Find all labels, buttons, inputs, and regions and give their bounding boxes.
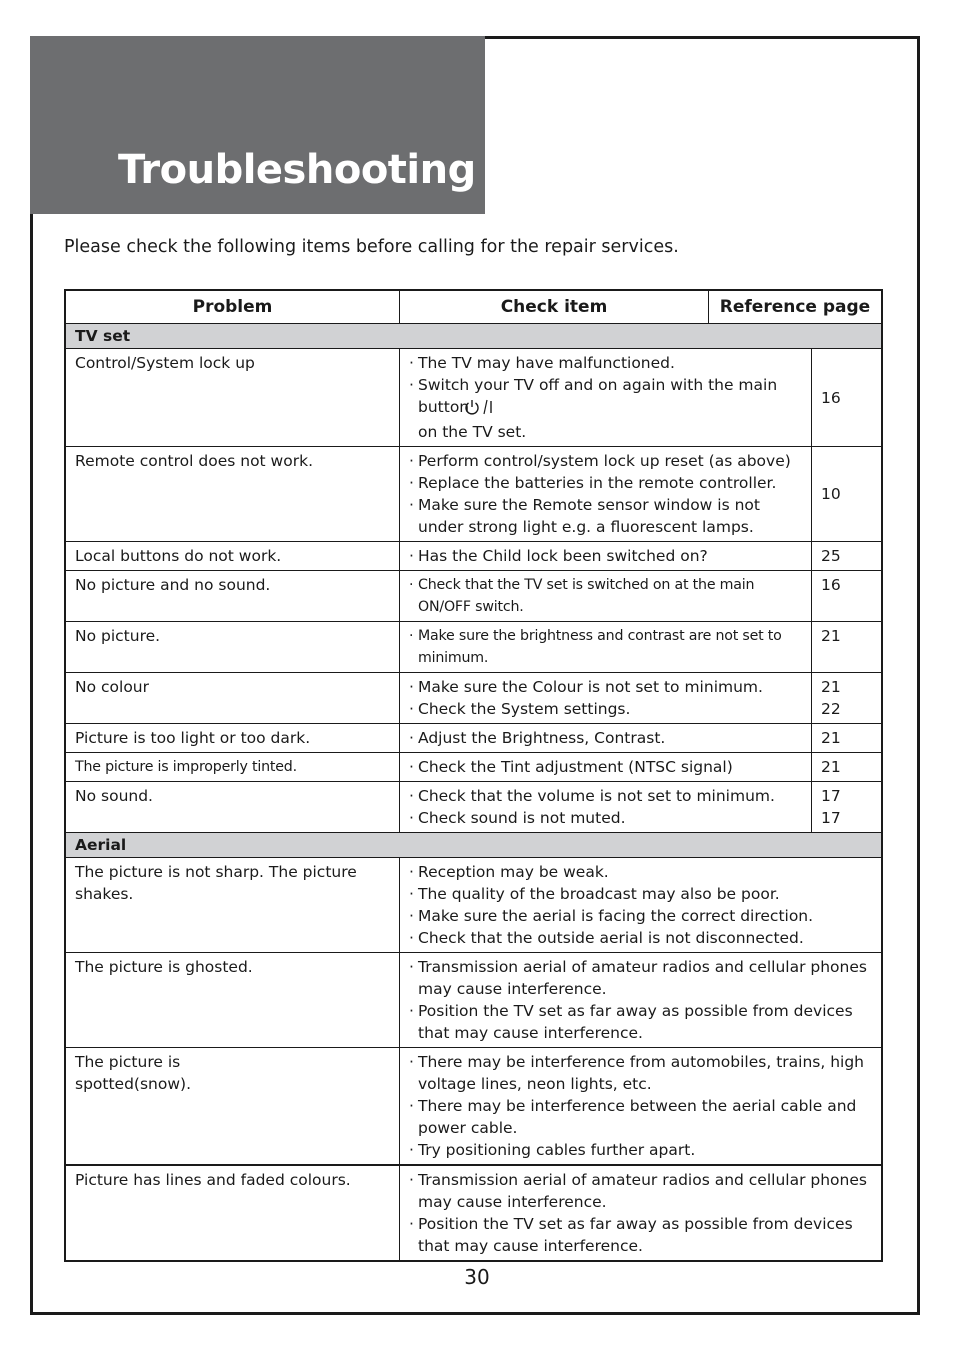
check-item: · The quality of the broadcast may also be poor. <box>409 883 873 905</box>
problem-cell: No picture. <box>65 622 400 673</box>
table-row <box>65 1165 882 1261</box>
check-item: · Check that the TV set is switched on at the main ON/OFF switch. <box>409 574 803 618</box>
table-row <box>65 724 882 753</box>
check-cell <box>400 1165 883 1261</box>
check-item: · Check the Tint adjustment (NTSC signal) <box>409 756 803 778</box>
intro-text: Please check the following items before calling for the repair services. <box>64 237 679 257</box>
reference-cell: 21 22 <box>812 673 883 724</box>
check-item: · Check the System settings. <box>409 698 803 720</box>
reference-cell: 16 <box>812 349 883 447</box>
page-title: Troubleshooting <box>118 147 476 193</box>
check-cell <box>400 858 883 953</box>
table-row <box>65 447 882 542</box>
table-row <box>65 953 882 1048</box>
reference-cell: 25 <box>812 542 883 571</box>
table-row <box>65 753 882 782</box>
problem-cell: Picture is too light or too dark. <box>65 724 400 753</box>
check-cell <box>400 753 812 782</box>
reference-column-header: Reference page <box>709 290 883 324</box>
problem-cell: No sound. <box>65 782 400 833</box>
title-banner <box>30 36 485 214</box>
check-item: · Try positioning cables further apart. <box>409 1139 873 1161</box>
check-item: · Check that the volume is not set to minimum. <box>409 785 803 807</box>
check-item: · The TV may have malfunctioned. <box>409 352 803 374</box>
problem-cell: No picture and no sound. <box>65 571 400 622</box>
check-cell <box>400 542 812 571</box>
check-cell <box>400 447 812 542</box>
check-item: · There may be interference from automobiles, trains, high voltage lines, neon lights, etc. <box>409 1051 873 1095</box>
check-cell <box>400 1048 883 1166</box>
check-cell <box>400 724 812 753</box>
check-cell <box>400 782 812 833</box>
check-item: · Has the Child lock been switched on? <box>409 545 803 567</box>
table-row <box>65 542 882 571</box>
problem-cell: The picture is ghosted. <box>65 953 400 1048</box>
table-row <box>65 622 882 673</box>
check-item: · Perform control/system lock up reset (as above) <box>409 450 803 472</box>
reference-cell: 10 <box>812 447 883 542</box>
problem-cell: Remote control does not work. <box>65 447 400 542</box>
reference-cell: 21 <box>812 724 883 753</box>
check-item: · Switch your TV off and on again with the main button on the TV set. <box>409 374 803 443</box>
problem-cell: No colour <box>65 673 400 724</box>
check-item: · There may be interference between the aerial cable and power cable. <box>409 1095 873 1139</box>
check-item: · Make sure the aerial is facing the correct direction. <box>409 905 873 927</box>
problem-cell: The picture is improperly tinted. <box>65 753 400 782</box>
section-label: TV set <box>65 324 882 349</box>
header-row <box>65 290 882 324</box>
check-item: · Make sure the brightness and contrast are not set to minimum. <box>409 625 803 669</box>
table-row <box>65 858 882 953</box>
section-row-aerial <box>65 833 882 858</box>
table-row <box>65 571 882 622</box>
check-column-header: Check item <box>400 290 709 324</box>
problem-cell: Control/System lock up <box>65 349 400 447</box>
check-item: · Position the TV set as far away as possible from devices that may cause interference. <box>409 1213 873 1257</box>
check-item: · Check sound is not muted. <box>409 807 803 829</box>
check-item: · Replace the batteries in the remote controller. <box>409 472 803 494</box>
reference-cell: 21 <box>812 753 883 782</box>
page-number: 30 <box>464 1265 490 1289</box>
power-icon <box>473 399 494 421</box>
check-cell <box>400 673 812 724</box>
check-item: · Reception may be weak. <box>409 861 873 883</box>
problem-cell: Local buttons do not work. <box>65 542 400 571</box>
check-cell <box>400 953 883 1048</box>
problem-cell: The picture is not sharp. The picture shakes. <box>65 858 400 953</box>
table-row <box>65 673 882 724</box>
check-item: · Make sure the Colour is not set to minimum. <box>409 676 803 698</box>
reference-cell: 21 <box>812 622 883 673</box>
problem-column-header: Problem <box>65 290 400 324</box>
troubleshooting-table <box>64 289 883 1262</box>
table-row <box>65 1048 882 1166</box>
check-cell <box>400 349 812 447</box>
check-cell <box>400 622 812 673</box>
check-cell <box>400 571 812 622</box>
check-item: · Make sure the Remote sensor window is not under strong light e.g. a fluorescent lamps. <box>409 494 803 538</box>
table-row <box>65 782 882 833</box>
problem-cell: The picture is spotted(snow). <box>65 1048 400 1166</box>
check-item: · Transmission aerial of amateur radios and cellular phones may cause interference. <box>409 1169 873 1213</box>
section-row-tv-set <box>65 324 882 349</box>
reference-cell: 17 17 <box>812 782 883 833</box>
section-label: Aerial <box>65 833 882 858</box>
check-item: · Check that the outside aerial is not disconnected. <box>409 927 873 949</box>
check-item: · Transmission aerial of amateur radios and cellular phones may cause interference. <box>409 956 873 1000</box>
problem-cell: Picture has lines and faded colours. <box>65 1165 400 1261</box>
check-item: · Position the TV set as far away as possible from devices that may cause interference. <box>409 1000 873 1044</box>
reference-cell: 16 <box>812 571 883 622</box>
check-item: · Adjust the Brightness, Contrast. <box>409 727 803 749</box>
table-row <box>65 349 882 447</box>
